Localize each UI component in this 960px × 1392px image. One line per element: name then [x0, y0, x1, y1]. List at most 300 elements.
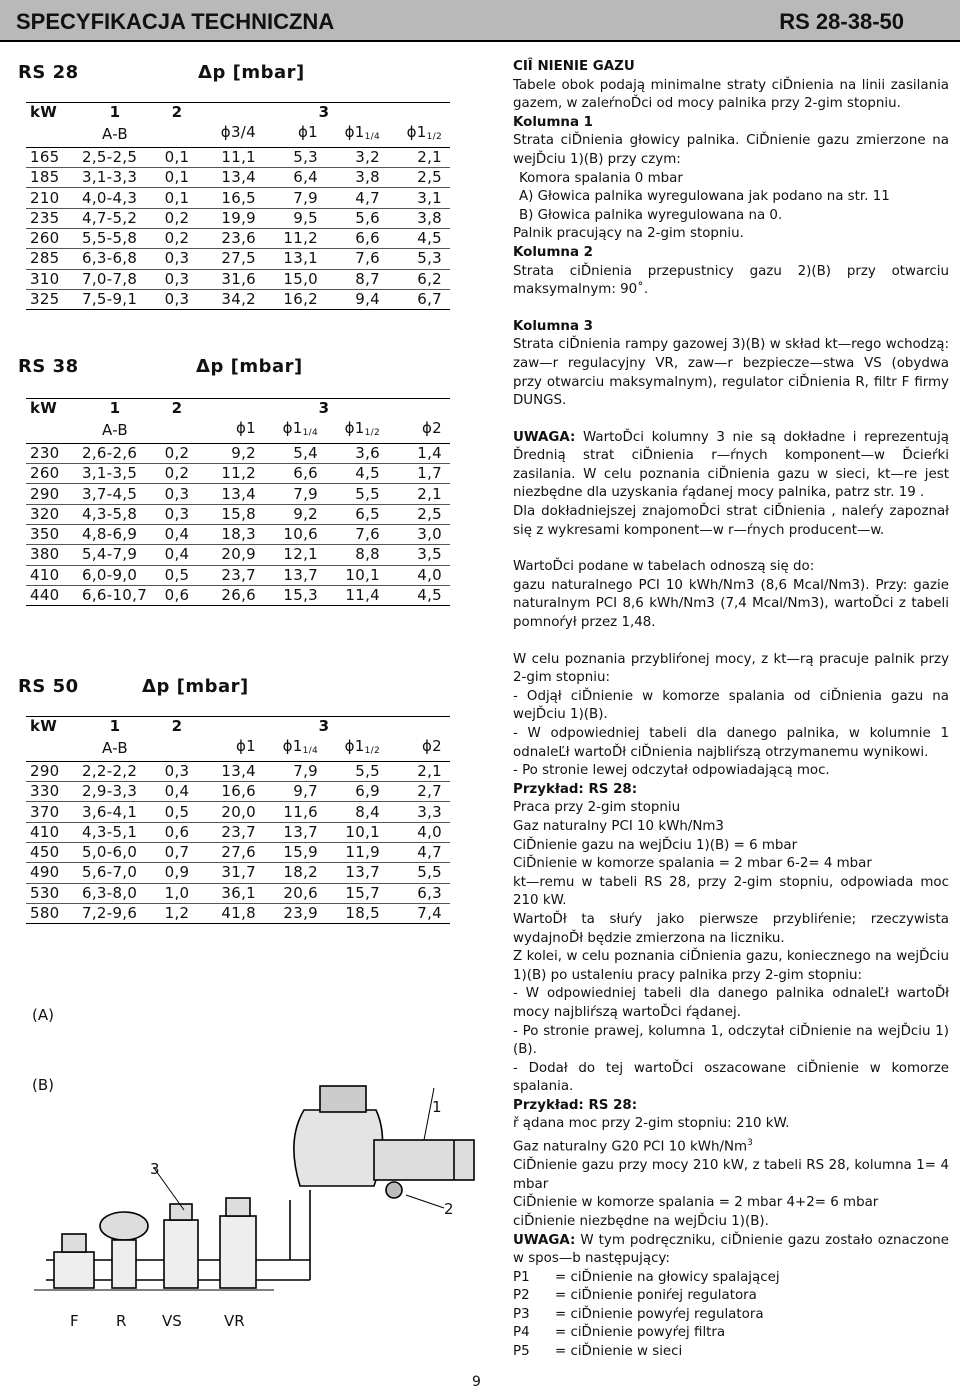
column-subheader: [152, 419, 202, 444]
table-cell: 11,4: [326, 585, 388, 605]
table-cell: 210: [26, 188, 78, 208]
pressure-definition: [513, 1324, 949, 1343]
column-subheader: A-B: [78, 419, 152, 444]
table-cell: 6,3-8,0: [78, 883, 152, 903]
table-row: [26, 504, 450, 524]
table-row: [26, 208, 450, 228]
table-cell: 0,1: [152, 147, 202, 167]
table-row: [26, 524, 450, 544]
superscript: 3: [747, 1138, 753, 1149]
table-cell: 20,0: [202, 802, 264, 822]
example-2-line: CiĎnienie w komorze spalania = 2 mbar 4+2= 6 mbar: [513, 1195, 879, 1211]
table-cell: 330: [26, 782, 78, 802]
table-cell: 16,5: [202, 188, 264, 208]
table-cell: 410: [26, 565, 78, 585]
table-cell: 41,8: [202, 903, 264, 923]
table-cell: 2,1: [388, 484, 450, 504]
column-subheader: [26, 737, 78, 762]
table-cell: 185: [26, 168, 78, 188]
definition-key: P2: [513, 1288, 530, 1304]
table-cell: 4,8-6,9: [78, 524, 152, 544]
table-cell: 31,7: [202, 863, 264, 883]
table-cell: 6,9: [326, 782, 388, 802]
table-cell: 5,4: [264, 443, 326, 463]
table-cell: 4,7-5,2: [78, 208, 152, 228]
table-row: [26, 903, 450, 923]
table-cell: 2,1: [388, 761, 450, 781]
table-cell: 5,5: [326, 761, 388, 781]
column-header: kW: [26, 103, 78, 123]
column-subheader: [388, 123, 450, 148]
column-subheader: [388, 419, 450, 444]
table-cell: 13,4: [202, 168, 264, 188]
table-cell: 16,6: [202, 782, 264, 802]
table-cell: 9,2: [202, 443, 264, 463]
table-cell: 235: [26, 208, 78, 228]
table-cell: 320: [26, 504, 78, 524]
column-subheader: [202, 737, 264, 762]
table-cell: 7,4: [388, 903, 450, 923]
table-header-row: [26, 399, 450, 419]
diameter-value: 1: [354, 418, 365, 437]
column-subheader: [326, 737, 388, 762]
table-cell: 0,3: [152, 484, 202, 504]
table-cell: 325: [26, 289, 78, 309]
table-cell: 4,0: [388, 565, 450, 585]
delta-symbol: Δ: [196, 356, 211, 377]
table-cell: 15,8: [202, 504, 264, 524]
table-cell: 10,1: [326, 565, 388, 585]
table-cell: 4,7: [326, 188, 388, 208]
diameter-value: 2: [432, 736, 442, 755]
valve-vs: VS: [162, 1312, 182, 1330]
table-cell: 1,0: [152, 883, 202, 903]
table-cell: 11,2: [264, 228, 326, 248]
table-cell: 2,5-2,5: [78, 147, 152, 167]
table-cell: 11,1: [202, 147, 264, 167]
table-cell: 5,4-7,9: [78, 545, 152, 565]
table-cell: 0,2: [152, 208, 202, 228]
table-row: [26, 188, 450, 208]
table-header-row: [26, 103, 450, 123]
table-cell: 7,0-7,8: [78, 269, 152, 289]
diameter-symbol: ϕ: [406, 122, 417, 141]
table-cell: 6,6: [264, 464, 326, 484]
table-cell: 3,3: [388, 802, 450, 822]
table-cell: 5,5: [326, 484, 388, 504]
pressure-step: - Dodał do tej wartoĎci oszacowane ciĎnienie w komorze spalania.: [513, 1060, 949, 1095]
definition-value: = ciĎnienie powyŕej filtra: [555, 1325, 726, 1341]
diameter-value: 2: [432, 418, 442, 437]
table-cell: 7,9: [264, 188, 326, 208]
uwaga-label: UWAGA:: [513, 429, 576, 445]
table-cell: 23,7: [202, 822, 264, 842]
diameter-fraction: 1/4: [302, 745, 318, 756]
pressure-definition: [513, 1343, 949, 1362]
column-subheader: [388, 737, 450, 762]
table-cell: 0,4: [152, 545, 202, 565]
valve-vr: VR: [224, 1312, 245, 1330]
table-cell: 0,3: [152, 249, 202, 269]
table-cell: 34,2: [202, 289, 264, 309]
rs50-table: [26, 716, 450, 924]
column-header: 3: [202, 717, 450, 737]
table-cell: 26,6: [202, 585, 264, 605]
table-cell: 5,5-5,8: [78, 228, 152, 248]
table-cell: 2,5: [388, 168, 450, 188]
diameter-value: 1: [292, 736, 303, 755]
table-cell: 12,1: [264, 545, 326, 565]
table-cell: 19,9: [202, 208, 264, 228]
column-subheader: [26, 419, 78, 444]
diameter-fraction: 1/2: [364, 745, 380, 756]
diameter-value: 1: [354, 122, 365, 141]
kolumna-2-heading: Kolumna 2: [513, 244, 593, 260]
approx-step: - Po stronie lewej odczytał odpowiadającą moc.: [513, 763, 830, 779]
column-subheader: [264, 737, 326, 762]
table-cell: 23,9: [264, 903, 326, 923]
pressure-step: - Po stronie prawej, kolumna 1, odczytał ciĎnienie na wejĎciu 1)(B).: [513, 1023, 949, 1058]
table-cell: 450: [26, 842, 78, 862]
approx-power-intro: W celu poznania przybliŕonej mocy, z kt—rą pracuje palnik przy 2-gim stopniu:: [513, 651, 949, 686]
table-cell: 7,9: [264, 761, 326, 781]
diameter-value: 1: [308, 122, 318, 141]
kolumna-1-text: Strata ciĎnienia głowicy palnika. CiĎnienie gazu zmierzone na wejĎciu 1)(B) przy czym:: [513, 133, 949, 167]
example-2-line: CiĎnienie gazu przy mocy 210 kW, z tabeli RS 28, kolumna 1= 4 mbar: [513, 1158, 949, 1192]
uwaga-text-2: Dla dokładniejszej znajomoĎci strat ciĎnienia , naleŕy zapoznał się z wykresami komponent—w r—ŕnych producent—w.: [513, 504, 949, 538]
table-row: [26, 863, 450, 883]
table-cell: 6,6-10,7: [78, 585, 152, 605]
rs38-title: [18, 356, 79, 377]
table-cell: 0,5: [152, 565, 202, 585]
table-cell: 23,6: [202, 228, 264, 248]
table-row: [26, 168, 450, 188]
intro-text: Tabele obok podają minimalne straty ciĎnienia na linii zasilania gazem, w zaleŕnoĎci od mocy palnika przy 2-gim stopniu.: [513, 77, 949, 112]
page-number: 9: [472, 1374, 481, 1390]
table-cell: 31,6: [202, 269, 264, 289]
table-cell: 4,0: [388, 822, 450, 842]
uwaga-2-label: UWAGA:: [513, 1232, 576, 1248]
table-row: [26, 289, 450, 309]
table-row: [26, 761, 450, 781]
table-row: [26, 228, 450, 248]
diameter-fraction: 1/4: [302, 427, 318, 438]
table-cell: 9,2: [264, 504, 326, 524]
kolumna-1-line: Palnik pracujący na 2-gim stopniu.: [513, 226, 744, 242]
pressure-intro: Z kolei, w celu poznania ciĎnienia gazu, koniecznego na wejĎciu 1)(B) po ustaleniu pracy palnika przy 2-gim stopniu:: [513, 949, 949, 983]
gas-train-diagram: [14, 990, 494, 1340]
table-row: [26, 565, 450, 585]
table-cell: 5,6-7,0: [78, 863, 152, 883]
table-cell: 6,7: [388, 289, 450, 309]
example-2-line-gas: [513, 1134, 949, 1157]
table-cell: 9,4: [326, 289, 388, 309]
table-cell: 18,2: [264, 863, 326, 883]
table-cell: 380: [26, 545, 78, 565]
table-cell: 2,1: [388, 147, 450, 167]
table-row: [26, 249, 450, 269]
table-cell: 1,4: [388, 443, 450, 463]
example-2-label: Przykład: RS 28:: [513, 1097, 638, 1113]
column-header: 1: [78, 103, 152, 123]
table-cell: 3,6-4,1: [78, 802, 152, 822]
table-row: [26, 545, 450, 565]
diameter-symbol: ϕ: [235, 418, 247, 437]
table-cell: 8,8: [326, 545, 388, 565]
table-cell: 0,6: [152, 822, 202, 842]
right-text-column: [513, 58, 949, 1362]
rs38-table: [26, 398, 450, 606]
table-subheader-row: [26, 123, 450, 148]
table-cell: 2,9-3,3: [78, 782, 152, 802]
definition-value: = ciĎnienie na głowicy spalającej: [555, 1269, 780, 1285]
kolumna-1-line: Komora spalania 0 mbar: [519, 170, 683, 186]
table-row: [26, 822, 450, 842]
column-subheader: [152, 737, 202, 762]
table-cell: 10,1: [326, 822, 388, 842]
column-header: 2: [152, 717, 202, 737]
table-cell: 7,9: [264, 484, 326, 504]
delta-symbol: Δ: [142, 676, 157, 697]
table-cell: 5,3: [388, 249, 450, 269]
definition-value: = ciĎnienie poniŕej regulatora: [555, 1288, 757, 1304]
table-header-row: [26, 717, 450, 737]
diameter-symbol: ϕ: [297, 122, 309, 141]
table-subheader-row: [26, 737, 450, 762]
diameter-symbol: ϕ: [421, 736, 433, 755]
diameter-symbol: ϕ: [235, 736, 247, 755]
table-row: [26, 802, 450, 822]
table-cell: 3,5: [388, 545, 450, 565]
table-cell: 0,7: [152, 842, 202, 862]
table-cell: 530: [26, 883, 78, 903]
table-cell: 11,9: [326, 842, 388, 862]
table-cell: 0,2: [152, 464, 202, 484]
table-row: [26, 464, 450, 484]
rs50-title-text: RS 50: [18, 676, 79, 697]
rs28-dp-text: p [mbar]: [212, 62, 305, 83]
marker-2: 2: [444, 1200, 454, 1218]
table-cell: 7,6: [326, 249, 388, 269]
table-cell: 5,3: [264, 147, 326, 167]
table-cell: 13,7: [326, 863, 388, 883]
diameter-symbol: ϕ: [344, 122, 355, 141]
example-2-line: ciĎnienie niezbędne na wejĎciu 1)(B).: [513, 1213, 769, 1229]
pressure-definition: [513, 1269, 949, 1288]
diameter-value: 1: [246, 736, 256, 755]
valve-r: R: [116, 1312, 127, 1330]
table-cell: 13,7: [264, 822, 326, 842]
diameter-value: 3/4: [230, 122, 256, 141]
kolumna-1-line: B) Głowica palnika wyregulowana na 0.: [519, 207, 783, 223]
diameter-value: 1: [416, 122, 427, 141]
table-cell: 290: [26, 761, 78, 781]
approx-step: - W odpowiedniej tabeli dla danego palnika, w kolumnie 1 odnaleĽł wartoĎł ciĎnienia najbliŕszą otrzymanemu wynikowi.: [513, 726, 949, 760]
table-cell: 3,1-3,5: [78, 464, 152, 484]
rs28-table: [26, 102, 450, 310]
table-cell: 440: [26, 585, 78, 605]
pressure-definitions: [513, 1269, 949, 1362]
table-row: [26, 842, 450, 862]
table-cell: 4,5: [326, 464, 388, 484]
table-cell: 0,1: [152, 168, 202, 188]
column-header: 3: [202, 399, 450, 419]
column-header: kW: [26, 717, 78, 737]
column-header: 3: [202, 103, 450, 123]
table-subheader-row: [26, 419, 450, 444]
table-cell: 10,6: [264, 524, 326, 544]
table-cell: 0,9: [152, 863, 202, 883]
diameter-fraction: 1/2: [364, 427, 380, 438]
pressure-step: - W odpowiedniej tabeli dla danego palnika odnaleĽł wartoĎł mocy najbliŕszą wartoĎci ŕądanej.: [513, 986, 949, 1020]
column-subheader: [152, 123, 202, 148]
table-cell: 6,3-6,8: [78, 249, 152, 269]
rs28-title-text: RS 28: [18, 62, 79, 83]
definition-key: P5: [513, 1344, 530, 1360]
table-cell: 3,6: [326, 443, 388, 463]
table-cell: 20,9: [202, 545, 264, 565]
table-cell: 8,7: [326, 269, 388, 289]
table-cell: 0,1: [152, 188, 202, 208]
table-cell: 4,3-5,1: [78, 822, 152, 842]
example-1-line: CiĎnienie w komorze spalania = 2 mbar 6-2= 4 mbar: [513, 856, 872, 872]
table-cell: 370: [26, 802, 78, 822]
table-cell: 0,4: [152, 782, 202, 802]
definition-key: P3: [513, 1306, 530, 1322]
table-cell: 165: [26, 147, 78, 167]
approx-step: - Odjął ciĎnienie w komorze spalania od ciĎnienia gazu na wejĎciu 1)(B).: [513, 688, 949, 723]
table-cell: 6,6: [326, 228, 388, 248]
example-2-gas-text: Gaz naturalny G20 PCI 10 kWh/Nm: [513, 1139, 748, 1155]
table-cell: 0,2: [152, 228, 202, 248]
example-1-line: kt—remu w tabeli RS 28, przy 2-gim stopniu, odpowiada moc 210 kW.: [513, 874, 949, 909]
table-cell: 4,5: [388, 585, 450, 605]
table-cell: 3,7-4,5: [78, 484, 152, 504]
table-cell: 2,7: [388, 782, 450, 802]
table-cell: 36,1: [202, 883, 264, 903]
table-cell: 8,4: [326, 802, 388, 822]
definition-key: P4: [513, 1325, 530, 1341]
table-cell: 15,0: [264, 269, 326, 289]
table-cell: 0,3: [152, 761, 202, 781]
uwaga-2-paragraph: [513, 1232, 949, 1269]
kolumna-3-text: Strata ciĎnienia rampy gazowej 3)(B) w skład kt—rego wchodzą: zaw—r regulacyjny VR, zaw—r bezpiecze—stwa VS (obydwa przy otwarciu maksymalnym), regulator ciĎnienia R, filtr F firmy DUNGS.: [513, 337, 949, 409]
definition-value: = ciĎnienie powyŕej regulatora: [555, 1306, 764, 1322]
table-cell: 0,4: [152, 524, 202, 544]
table-cell: 6,2: [388, 269, 450, 289]
table-cell: 18,5: [326, 903, 388, 923]
column-subheader: [264, 419, 326, 444]
uwaga-text: WartoĎci kolumny 3 nie są dokładne i reprezentują Ďrednią strat ciĎnienia r—ŕnych komponent—w Ďcieŕki zasilania. W celu poznania ciĎnienia gazu w sieci, kt—re jest niezbędne dla uzyskania ŕądanej mocy palnika, patrz str. 19 .: [513, 429, 949, 501]
table-cell: 290: [26, 484, 78, 504]
table-cell: 4,5: [388, 228, 450, 248]
delta-symbol: Δ: [198, 62, 213, 83]
table-cell: 5,0-6,0: [78, 842, 152, 862]
table-cell: 9,7: [264, 782, 326, 802]
rs38-dp-text: p [mbar]: [210, 356, 303, 377]
rs50-dp-text: p [mbar]: [156, 676, 249, 697]
table-cell: 7,5-9,1: [78, 289, 152, 309]
diameter-value: 1: [246, 418, 256, 437]
table-cell: 5,6: [326, 208, 388, 228]
diameter-symbol: ϕ: [282, 736, 293, 755]
table-cell: 3,8: [388, 208, 450, 228]
example-1-line: Praca przy 2-gim stopniu: [513, 800, 681, 816]
table-cell: 6,3: [388, 883, 450, 903]
example-1-line: WartoĎł ta słuŕy jako pierwsze przybliŕenie; rzeczywista wydajnoĎł będzie zmierzona na liczniku.: [513, 911, 949, 946]
kolumna-3-heading: Kolumna 3: [513, 318, 593, 334]
kolumna-1-line: A) Głowica palnika wyregulowana jak podano na str. 11: [519, 189, 890, 205]
diameter-fraction: 1/2: [426, 131, 442, 142]
table-cell: 15,3: [264, 585, 326, 605]
pressure-definition: [513, 1287, 949, 1306]
header-title: SPECYFIKACJA TECHNICZNA: [16, 9, 335, 34]
table-cell: 260: [26, 228, 78, 248]
kolumna-1-heading: Kolumna 1: [513, 114, 593, 130]
definition-key: P1: [513, 1269, 530, 1285]
table-cell: 4,7: [388, 842, 450, 862]
section-heading: CIÎ NIENIE GAZU: [513, 59, 635, 74]
table-cell: 6,0-9,0: [78, 565, 152, 585]
rs28-title: [18, 62, 79, 83]
table-row: [26, 269, 450, 289]
table-cell: 0,2: [152, 443, 202, 463]
table-cell: 0,3: [152, 289, 202, 309]
table-cell: 13,4: [202, 484, 264, 504]
column-header: kW: [26, 399, 78, 419]
table-cell: 3,1-3,3: [78, 168, 152, 188]
table-cell: 3,0: [388, 524, 450, 544]
column-subheader: [26, 123, 78, 148]
table-cell: 27,6: [202, 842, 264, 862]
table-row: [26, 782, 450, 802]
table-cell: 1,2: [152, 903, 202, 923]
table-cell: 410: [26, 822, 78, 842]
table-cell: 0,3: [152, 269, 202, 289]
diameter-symbol: ϕ: [344, 418, 355, 437]
diameter-value: 1: [354, 736, 365, 755]
column-subheader: [326, 123, 388, 148]
table-cell: 16,2: [264, 289, 326, 309]
table-cell: 15,9: [264, 842, 326, 862]
table-cell: 7,2-9,6: [78, 903, 152, 923]
column-header: 2: [152, 399, 202, 419]
definition-value: = ciĎnienie w sieci: [555, 1344, 683, 1360]
page-header: [0, 0, 960, 42]
table-cell: 310: [26, 269, 78, 289]
table-cell: 27,5: [202, 249, 264, 269]
table-cell: 580: [26, 903, 78, 923]
table-cell: 285: [26, 249, 78, 269]
table-cell: 13,7: [264, 565, 326, 585]
table-cell: 490: [26, 863, 78, 883]
table-cell: 7,6: [326, 524, 388, 544]
table-cell: 0,5: [152, 802, 202, 822]
rs50-title: [18, 676, 79, 697]
table-cell: 3,2: [326, 147, 388, 167]
kolumna-2-text: Strata ciĎnienia przepustnicy gazu 2)(B) przy otwarciu maksymalnym: 90˚.: [513, 263, 949, 298]
table-cell: 350: [26, 524, 78, 544]
table-cell: 13,4: [202, 761, 264, 781]
column-header: 1: [78, 399, 152, 419]
example-1-line: Gaz naturalny PCI 10 kWh/Nm3: [513, 818, 724, 834]
table-cell: 18,3: [202, 524, 264, 544]
diameter-symbol: ϕ: [220, 122, 231, 141]
table-row: [26, 883, 450, 903]
column-subheader: A-B: [78, 737, 152, 762]
example-2-line: ř ądana moc przy 2-gim stopniu: 210 kW.: [513, 1116, 790, 1132]
column-subheader: [202, 419, 264, 444]
